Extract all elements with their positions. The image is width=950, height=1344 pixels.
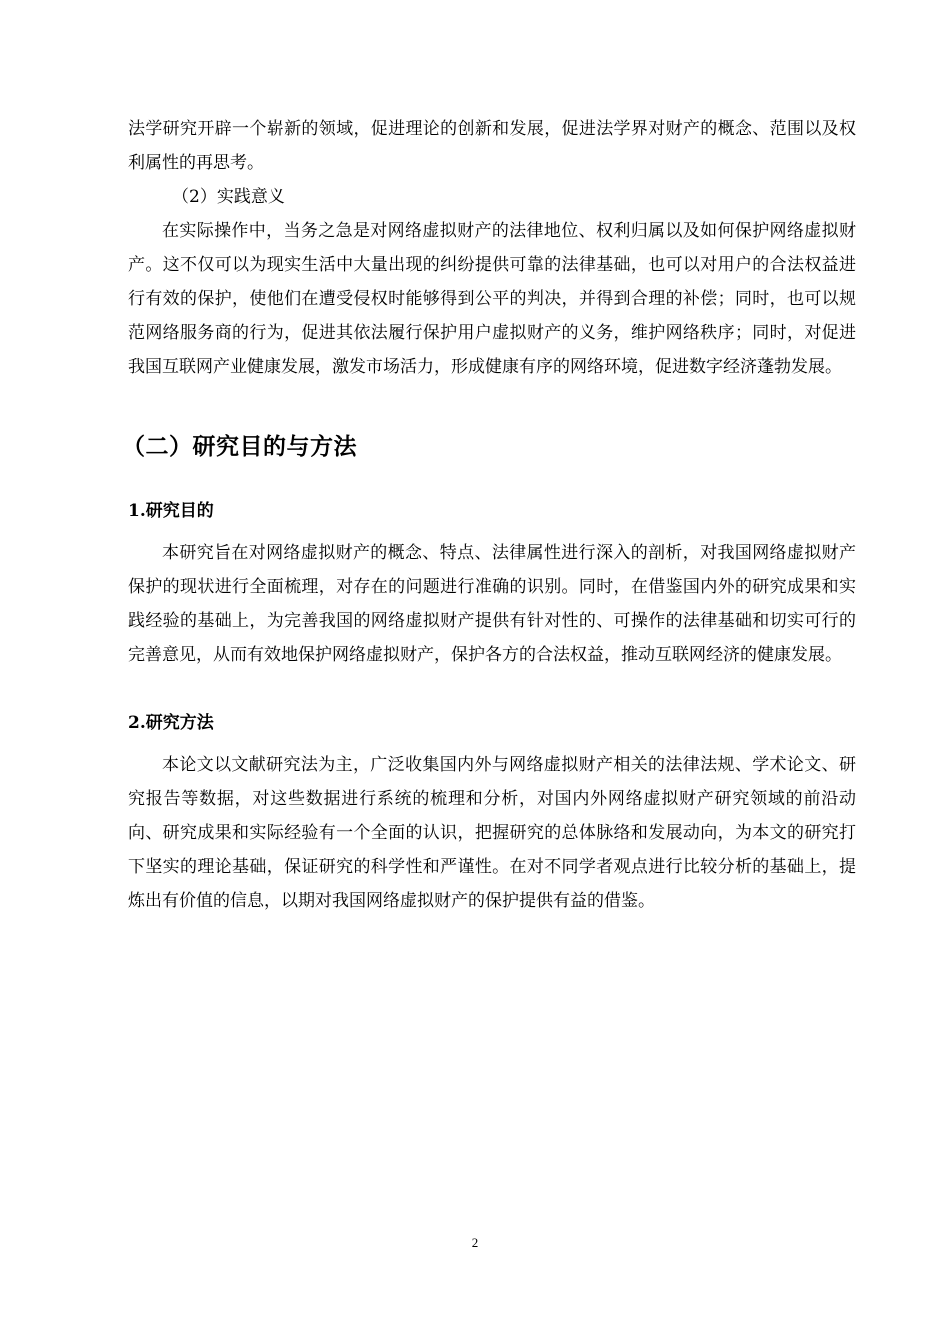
subheading-research-method: 2.研究方法 xyxy=(128,713,214,733)
paragraph-research-purpose: 本研究旨在对网络虚拟财产的概念、特点、法律属性进行深入的剖析，对我国网络虚拟财产保护的现状进行全面梳理，对存在的问题进行准确的识别。同时，在借鉴国内外的研究成果和实践经验的基础上，为完善我国的网络虚拟财产提供有针对性的、可操作的法律基础和切实可行的完善意见，从而有效地保护网络虚拟财产，保护各方的合法权益，推动互联网经济的健康发展。 xyxy=(128,543,856,665)
paragraph-practical-significance: 在实际操作中，当务之急是对网络虚拟财产的法律地位、权利归属以及如何保护网络虚拟财产。这不仅可以为现实生活中大量出现的纠纷提供可靠的法律基础，也可以对用户的合法权益进行有效的保护，使他们在遭受侵权时能够得到公平的判决，并得到合理的补偿；同时，也可以规范网络服务商的行为，促进其依法履行保护用户虚拟财产的义务，维护网络秩序；同时，对促进我国互联网产业健康发展，激发市场活力，形成健康有序的网络环境，促进数字经济蓬勃发展。 xyxy=(128,221,856,377)
subheading-research-purpose: 1.研究目的 xyxy=(128,501,214,521)
page-number: 2 xyxy=(471,1235,479,1250)
paragraph-research-method: 本论文以文献研究法为主，广泛收集国内外与网络虚拟财产相关的法律法规、学术论文、研究报告等数据，对这些数据进行系统的梳理和分析，对国内外网络虚拟财产研究领域的前沿动向、研究成果和实际经验有一个全面的认识，把握研究的总体脉络和发展动向，为本文的研究打下坚实的理论基础，保证研究的科学性和严谨性。在对不同学者观点进行比较分析的基础上，提炼出有价值的信息，以期对我国网络虚拟财产的保护提供有益的借鉴。 xyxy=(128,755,856,911)
page-content xyxy=(122,112,856,918)
paragraph-continuation: 法学研究开辟一个崭新的领域，促进理论的创新和发展，促进法学界对财产的概念、范围以及权利属性的再思考。 xyxy=(128,119,856,173)
practical-significance-heading: （2）实践意义 xyxy=(172,187,285,207)
section-heading-purpose-and-method: （二）研究目的与方法 xyxy=(122,434,357,460)
